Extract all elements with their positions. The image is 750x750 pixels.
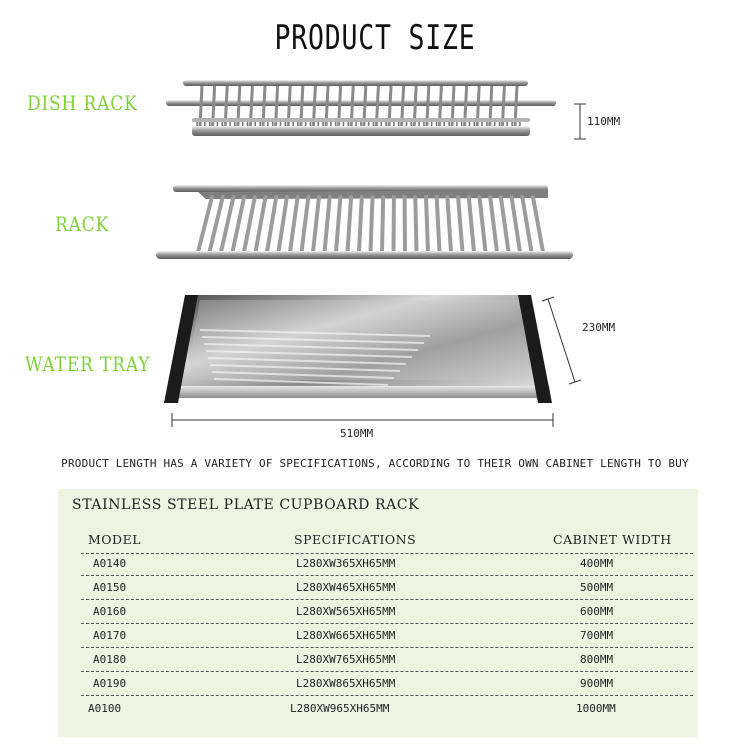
rack-tine xyxy=(348,197,352,252)
water-tray-label: WATER TRAY xyxy=(25,352,151,376)
rack-tine xyxy=(244,197,255,252)
table-title: STAINLESS STEEL PLATE CUPBOARD RACK xyxy=(72,497,420,513)
table-cell-spec: L280XW365XH65MM xyxy=(296,557,396,570)
rack-tine xyxy=(233,197,245,252)
rack-tine xyxy=(426,197,428,252)
table-cell-spec: L280XW965XH65MM xyxy=(290,702,390,715)
table-cell-width: 700MM xyxy=(580,629,614,642)
table-cell-spec: L280XW865XH65MM xyxy=(296,677,396,690)
table-cell-width: 500MM xyxy=(580,581,614,594)
water-tray-image xyxy=(164,295,552,403)
page-title: PRODUCT SIZE xyxy=(274,18,476,58)
table-cell-model: A0160 xyxy=(93,605,127,618)
length-dimension-line xyxy=(172,413,553,427)
rack-tine xyxy=(325,197,330,252)
table-separator xyxy=(81,671,693,672)
table-cell-width: 1000MM xyxy=(576,702,616,715)
table-cell-spec: L280XW465XH65MM xyxy=(296,581,396,594)
rack-tine xyxy=(279,197,287,252)
table-cell-model: A0180 xyxy=(93,653,127,666)
header-model: MODEL xyxy=(88,532,141,547)
rack-tine xyxy=(533,197,543,252)
rack-tine xyxy=(382,197,383,252)
table-cell-width: 600MM xyxy=(580,605,614,618)
depth-dimension: 230MM xyxy=(582,321,616,334)
table-cell-spec: L280XW665XH65MM xyxy=(296,629,396,642)
rack-tine xyxy=(480,197,486,252)
height-dimension-line xyxy=(574,104,586,139)
table-cell-model: A0100 xyxy=(88,702,122,715)
rack-tine xyxy=(437,197,440,252)
rack-tine xyxy=(336,197,340,252)
header-cabinet-width: CABINET WIDTH xyxy=(553,532,672,547)
rack-tine xyxy=(313,197,319,252)
rack-tines xyxy=(198,197,543,252)
table-row xyxy=(58,702,698,730)
rack-label: RACK xyxy=(55,212,110,236)
table-separator xyxy=(81,647,693,648)
rack-image xyxy=(156,185,573,259)
table-cell-width: 400MM xyxy=(580,557,614,570)
table-cell-spec: L280XW565XH65MM xyxy=(296,605,396,618)
table-cell-width: 900MM xyxy=(580,677,614,690)
table-cell-model: A0190 xyxy=(93,677,127,690)
rack-tine xyxy=(290,197,298,252)
length-dimension: 510MM xyxy=(340,427,374,440)
table-cell-model: A0170 xyxy=(93,629,127,642)
height-dimension: 110MM xyxy=(587,115,621,128)
dish-rack-image xyxy=(166,80,556,136)
product-length-note: PRODUCT LENGTH HAS A VARIETY OF SPECIFICATIONS, ACCORDING TO THEIR OWN CABINET LENGTH TO BUY xyxy=(61,457,689,470)
rack-tine xyxy=(302,197,309,252)
table-separator xyxy=(81,623,693,624)
rack-tine xyxy=(221,197,233,252)
table-separator xyxy=(81,575,693,576)
table-cell-model: A0150 xyxy=(93,581,127,594)
rack-tine xyxy=(501,197,509,252)
table-separator xyxy=(81,695,693,696)
table-separator xyxy=(81,599,693,600)
rack-tine xyxy=(267,197,276,252)
rack-tine xyxy=(359,197,362,252)
dish-rack-tines xyxy=(197,86,520,129)
table-cell-model: A0140 xyxy=(93,557,127,570)
rack-tine xyxy=(490,197,497,252)
rack-tine xyxy=(512,197,520,252)
spec-table xyxy=(58,489,698,737)
rack-tine xyxy=(469,197,474,252)
rack-tine xyxy=(415,197,416,252)
rack-tine xyxy=(371,197,373,252)
table-cell-width: 800MM xyxy=(580,653,614,666)
table-cell-spec: L280XW765XH65MM xyxy=(296,653,396,666)
depth-dimension-line xyxy=(542,297,581,384)
rack-tine xyxy=(522,197,531,252)
header-specifications: SPECIFICATIONS xyxy=(294,532,417,547)
rack-tine xyxy=(447,197,451,252)
dish-rack-label: DISH RACK xyxy=(27,91,138,115)
rack-tine xyxy=(256,197,266,252)
rack-tine xyxy=(458,197,462,252)
table-separator xyxy=(81,553,693,554)
